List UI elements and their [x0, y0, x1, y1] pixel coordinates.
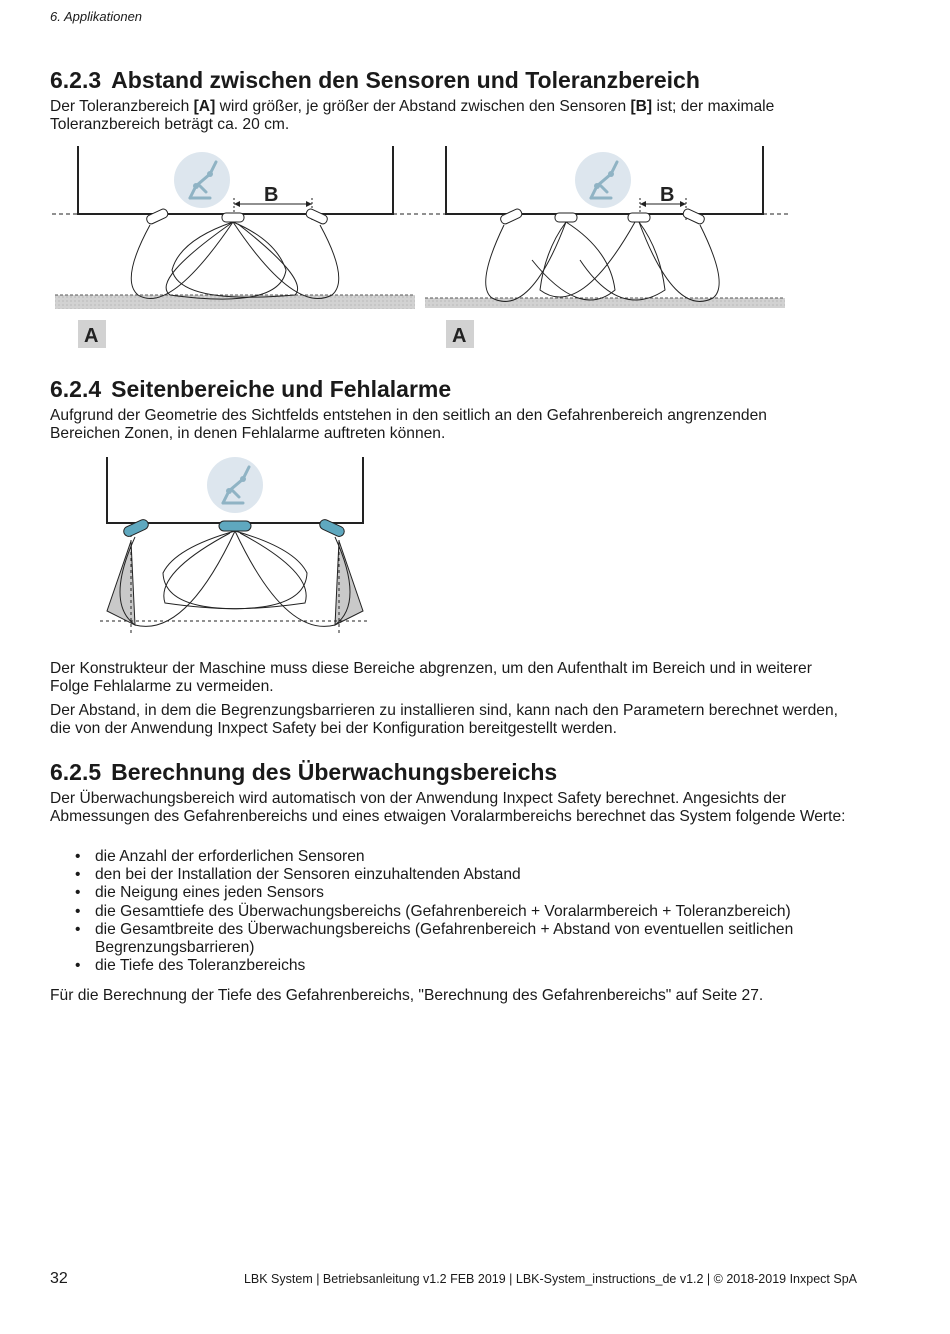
- ref-b: [B]: [630, 98, 653, 115]
- list-item: • die Gesamttiefe des Überwachungsbereichs (Gefahrenbereich + Voralarmbereich + Toleranzbereich): [50, 903, 880, 921]
- paragraph-monitoring: Der Überwachungsbereich wird automatisch von der Anwendung Inxpect Safety berechnet. Angesichts der Abmessungen des Gefahrenbereichs und eines etwaigen Voralarmbereichs berechnet das System folgende Werte:: [50, 790, 846, 825]
- text-run: Der Toleranzbereich: [50, 98, 194, 115]
- paragraph-reference: Für die Berechnung der Tiefe des Gefahrenbereichs, "Berechnung des Gefahrenbereichs" auf Seite 27.: [50, 987, 764, 1004]
- text-run: ist; der maximale Toleranzbereich beträgt ca. 20 cm.: [50, 98, 775, 133]
- robot-icon: [575, 152, 631, 208]
- section-heading-6-2-4: [50, 375, 451, 403]
- list-item: • die Gesamtbreite des Überwachungsbereichs (Gefahrenbereich + Abstand von eventuellen seitlichen Begrenzungsbarrieren): [50, 921, 880, 957]
- section-number: 6.2.4: [50, 376, 102, 402]
- section-heading-6-2-5: [50, 758, 557, 786]
- text-run: wird größer, je größer der Abstand zwischen den Sensoren: [215, 98, 631, 115]
- footer-text: LBK System | Betriebsanleitung v1.2 FEB 2019 | LBK-System_instructions_de v1.2 | © 2018-2019 Inxpect SpA: [243, 1272, 857, 1286]
- sensor-fields: [131, 208, 339, 299]
- sensors: [122, 518, 346, 538]
- section-heading-6-2-3: [50, 66, 700, 94]
- robot-icon: [174, 152, 230, 208]
- label-b: B: [264, 184, 279, 206]
- paragraph-designer: Der Konstrukteur der Maschine muss diese Bereiche abgrenzen, um den Aufenthalt im Bereich und in weiterer Folge Fehlalarme zu vermeiden.: [50, 660, 812, 695]
- section-title: Abstand zwischen den Sensoren und Toleranzbereich: [111, 67, 700, 93]
- figure-sensor-distance-wide: [50, 140, 420, 355]
- list-item: • den bei der Installation der Sensoren einzuhaltenden Abstand: [50, 866, 880, 884]
- label-a: A: [452, 325, 467, 347]
- tolerance-zone: [425, 298, 785, 308]
- list-item: • die Tiefe des Toleranzbereichs: [50, 957, 880, 975]
- section-number: 6.2.5: [50, 759, 102, 785]
- paragraph-side-zones: Aufgrund der Geometrie des Sichtfelds entstehen in den seitlich an den Gefahrenbereich angrenzenden Bereichen Zonen, in denen Fehlalarme auftreten können.: [50, 407, 767, 442]
- figure-side-zones: [95, 453, 375, 643]
- section-title: Berechnung des Überwachungsbereichs: [111, 759, 558, 785]
- list-item: • die Anzahl der erforderlichen Sensoren: [50, 848, 880, 866]
- section-number: 6.2.3: [50, 67, 102, 93]
- ref-a: [A]: [193, 98, 216, 115]
- sensor-fields: [486, 208, 719, 302]
- robot-icon: [207, 457, 263, 513]
- label-a: A: [84, 325, 99, 347]
- paragraph-barriers: Der Abstand, in dem die Begrenzungsbarrieren zu installieren sind, kann nach den Parametern berechnet werden, die von der Anwendung Inxpect Safety bei der Konfiguration bereitgestellt werden.: [50, 702, 838, 737]
- chapter-header: 6. Applikationen: [50, 9, 143, 24]
- figure-sensor-distance-narrow: [420, 140, 790, 355]
- label-b: B: [660, 184, 675, 206]
- page-number: 32: [50, 1270, 68, 1287]
- bullet-list: [50, 848, 880, 975]
- section-title: Seitenbereiche und Fehlalarme: [111, 376, 452, 402]
- paragraph-tolerance: [50, 98, 840, 133]
- sensor-fields: [120, 531, 350, 626]
- list-item: • die Neigung eines jeden Sensors: [50, 884, 880, 902]
